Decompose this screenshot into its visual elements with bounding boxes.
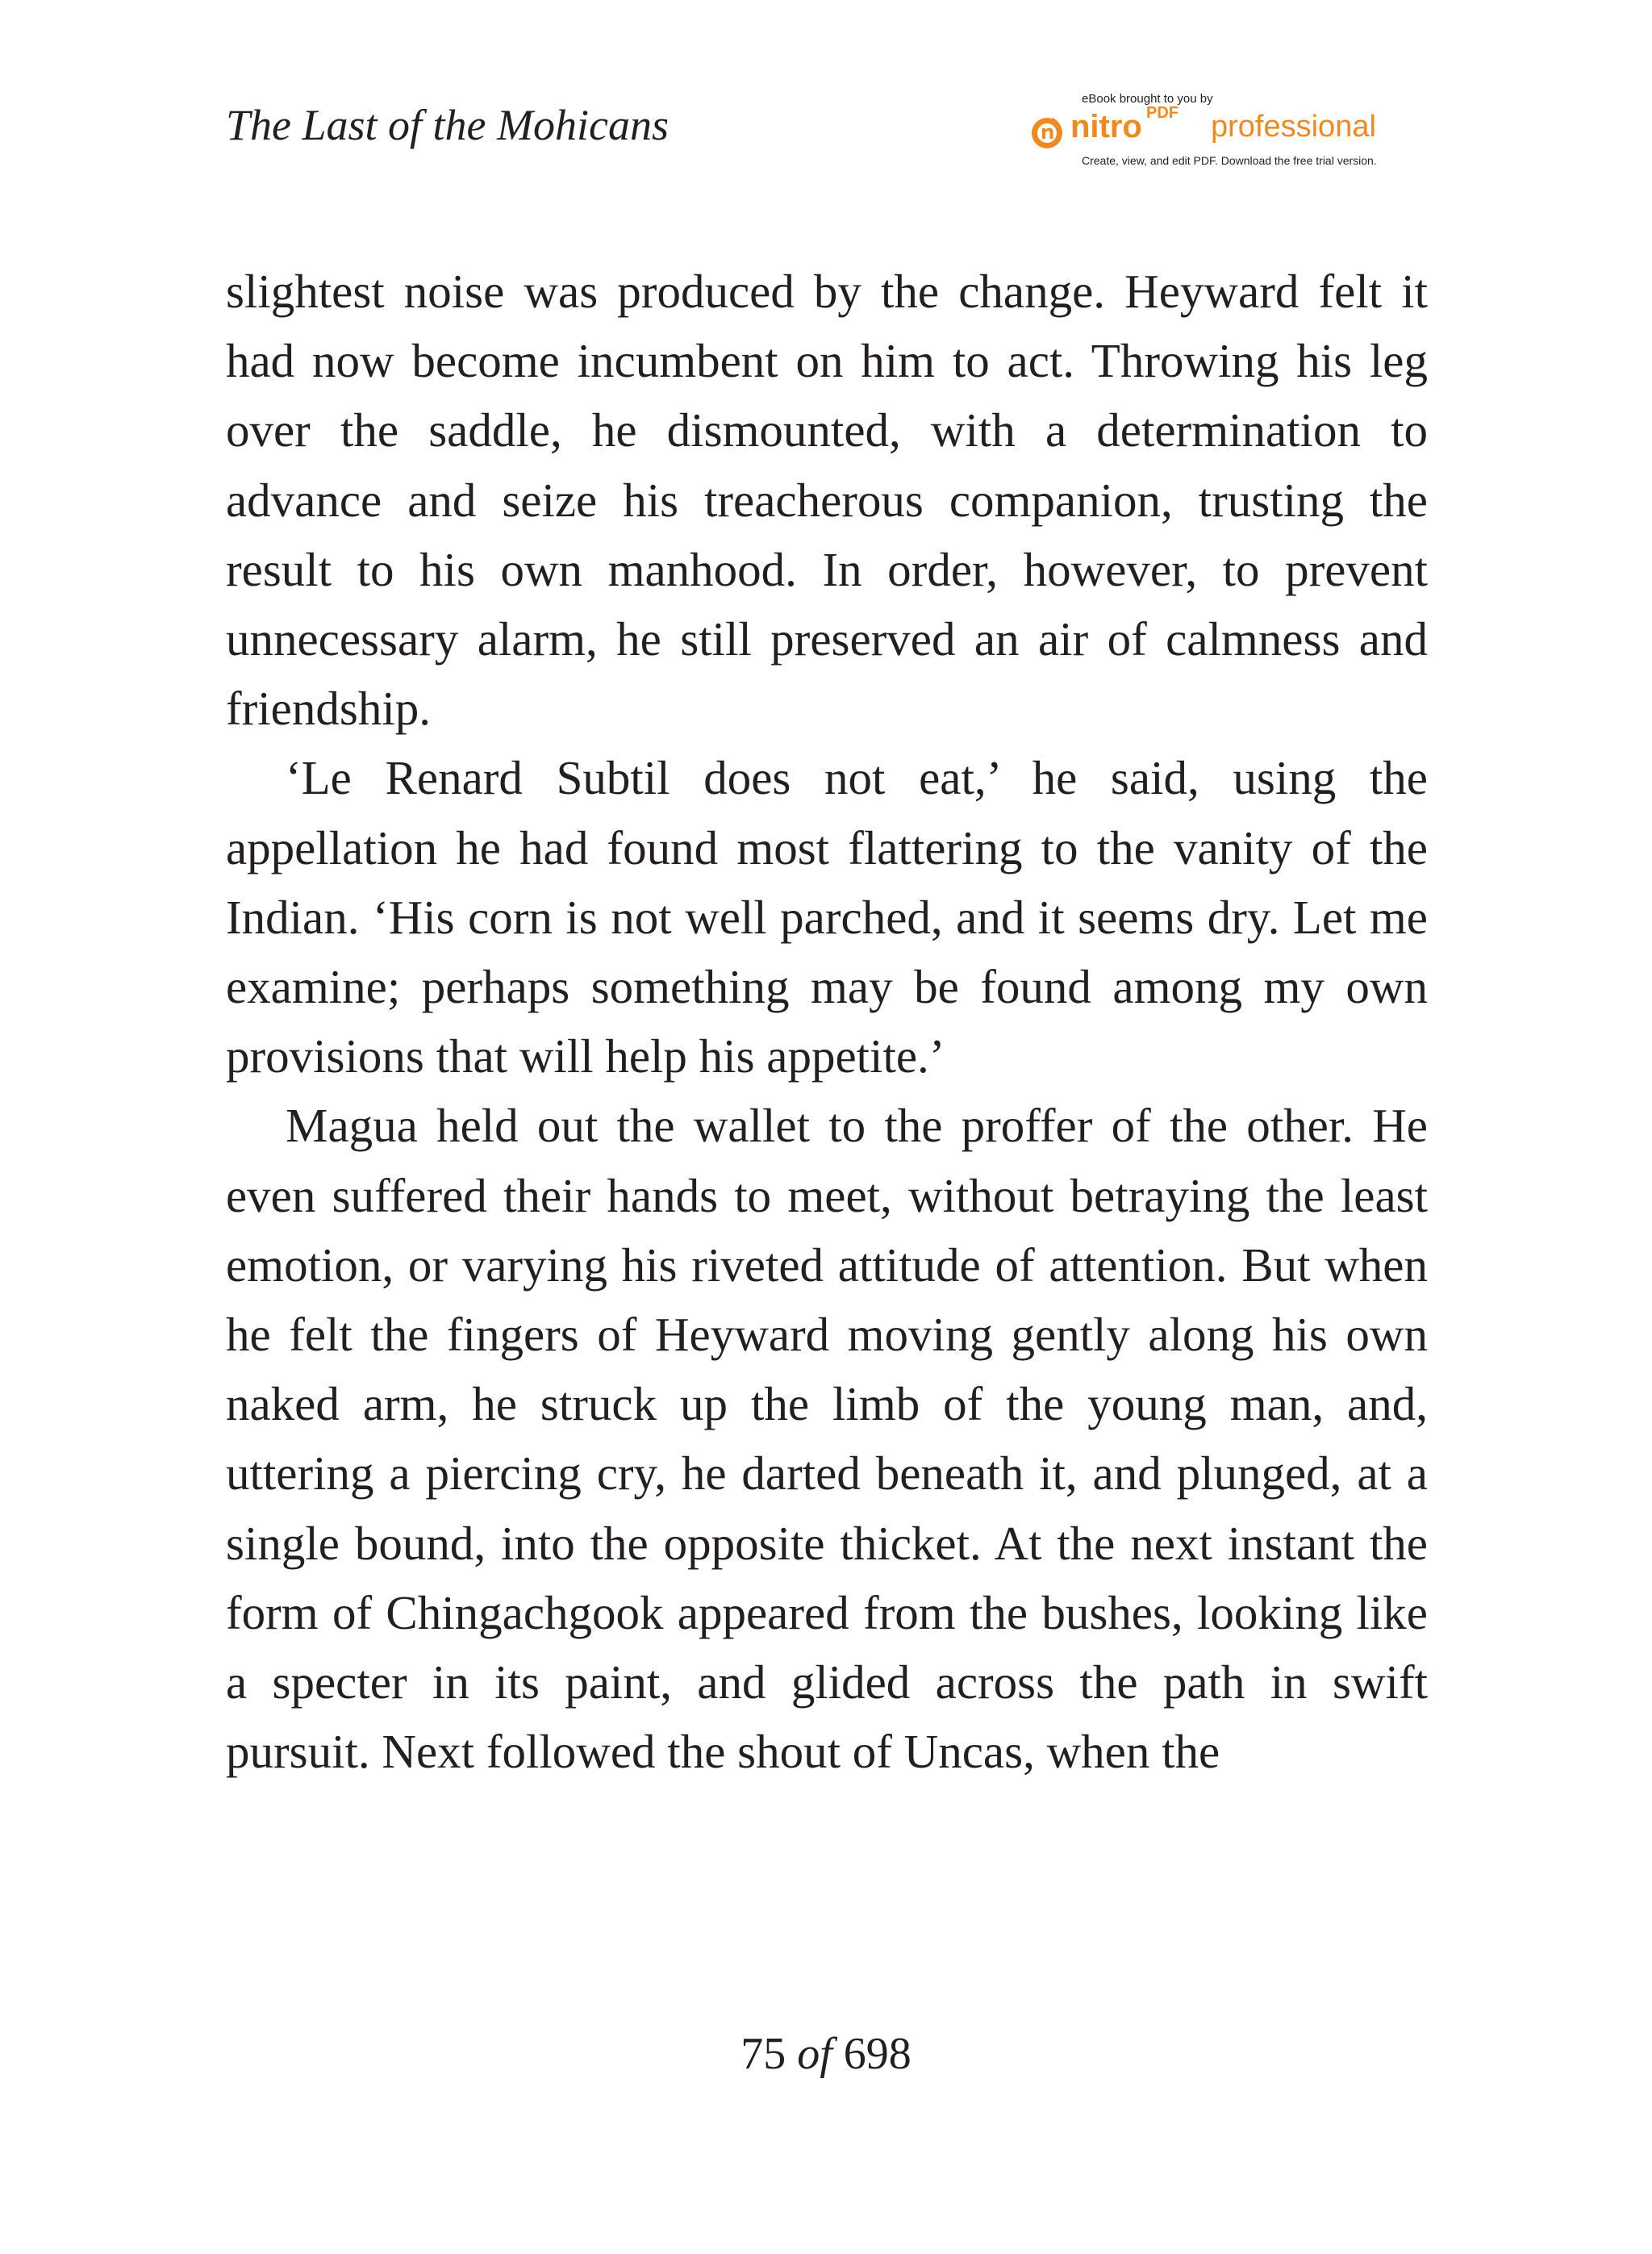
ad-tagline: Create, view, and edit PDF. Download the free trial version. <box>1082 154 1377 167</box>
page-body-text <box>226 257 1428 1786</box>
ad-top-text: eBook brought to you by <box>1082 92 1213 106</box>
current-page-number: 75 <box>740 2029 786 2079</box>
page-number-footer <box>0 2031 1652 2077</box>
paragraph: slightest noise was produced by the change. Heyward felt it had now become incumbent on him to act. Throwing his leg over the saddle, he dismounted, with a determination to advance and seize his treacherous companion, trusting the result to his own manhood. In order, however, to prevent unnecessary alarm, he still preserved an air of calmness and friendship. <box>226 265 1428 736</box>
ad-brand-nitro: nitro <box>1070 109 1142 144</box>
nitro-logo-icon <box>1028 113 1066 150</box>
nitro-pdf-ad-banner[interactable] <box>1028 87 1416 176</box>
page-of-label: of <box>797 2029 832 2079</box>
running-header-title: The Last of the Mohicans <box>226 101 669 149</box>
paragraph: Magua held out the wallet to the proffer of the other. He even suffered their hands to meet, without betraying the least emotion, or varying his riveted attitude of attention. But when he felt the fingers of Heyward moving gently along his own naked arm, he struck up the limb of the young man, and, uttering a piercing cry, he darted beneath it, and plunged, at a single bound, into the opposite thicket. At the next instant the form of Chingachgook appeared from the bushes, looking like a specter in its paint, and glided across the path in swift pursuit. Next followed the shout of Uncas, when the <box>226 1099 1428 1779</box>
total-page-count: 698 <box>843 2029 912 2079</box>
paragraph: ‘Le Renard Subtil does not eat,’ he said, using the appellation he had found most flattering to the vanity of the Indian. ‘His corn is not well parched, and it seems dry. Let me examine; perhaps something may be found among my own provisions that will help his appetite.’ <box>226 751 1428 1083</box>
ad-product-name: professional <box>1211 110 1376 144</box>
ad-brand-pdf: PDF <box>1146 104 1179 122</box>
